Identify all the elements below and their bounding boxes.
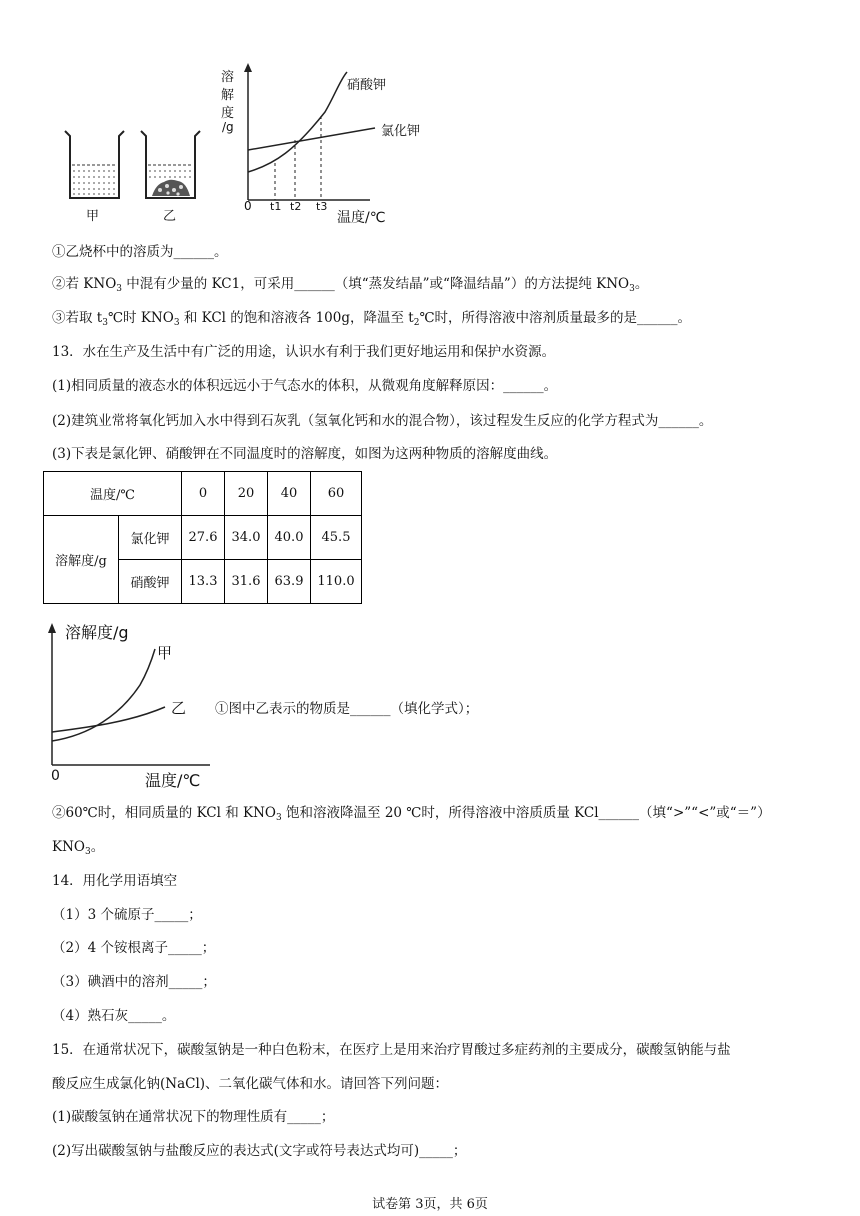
chart1-xlabel: 温度/℃ (337, 210, 386, 226)
q12-sub2-subscript: 3 (116, 284, 122, 294)
q12-sub2 (52, 275, 648, 298)
q12-sub3-text-c: 和 KCl 的饱和溶液各 100g，降温至 t (179, 310, 414, 326)
solubility-table (43, 471, 362, 604)
q15-part2: (2)写出碳酸氢钠与盐酸反应的表达式(文字或符号表达式均可)_____； (52, 1143, 467, 1159)
chart1-ylabel-4: /g (222, 120, 234, 134)
table-header-temp: 20 (225, 472, 268, 516)
beaker-label-yi: 乙 (163, 209, 177, 224)
y-axis-arrow (48, 623, 56, 633)
chart1-ylabel-1: 溶 (221, 70, 235, 85)
q12-sub3-text-a: ③若取 t (52, 310, 103, 326)
table-cell: 34.0 (225, 516, 268, 560)
table-cell: 40.0 (268, 516, 311, 560)
chart2-series-label-yi: 乙 (171, 699, 187, 717)
table-cell: 13.3 (182, 560, 225, 604)
q13-sub2-text-a: ②60℃时，相同质量的 KCl 和 KNO (52, 805, 276, 821)
q13-sub2-text-d: 。 (90, 839, 105, 855)
q13-sub1: ①图中乙表示的物质是______（填化学式）； (215, 701, 479, 717)
q13-sub2 (52, 804, 771, 827)
chart2-series-label-jia: 甲 (157, 644, 173, 662)
chart1-series-label-kcl: 氯化钾 (381, 124, 421, 139)
table-row (44, 516, 362, 560)
q12-sub2-text-b: 中混有少量的 KC1，可采用______（填“蒸发结晶”或“降温结晶”）的方法提纯 KNO (122, 276, 630, 292)
chart1-tick-t1: t1 (270, 200, 282, 213)
q12-sub3-subscript-2: 3 (173, 318, 180, 328)
table-header-temp: 60 (311, 472, 362, 516)
q15-title-line1: 15．在通常状况下，碳酸氢钠是一种白色粉末，在医疗上是用来治疗胃酸过多症药剂的主要成分，碳酸氢钠能与盐 (52, 1042, 731, 1058)
table-cell: 31.6 (225, 560, 268, 604)
q14-item: （3）碘酒中的溶剂_____； (52, 974, 216, 990)
q13-part3: (3)下表是氯化钾、硝酸钾在不同温度时的溶解度，如图为这两种物质的溶解度曲线。 (52, 446, 558, 462)
chart2-xlabel: 温度/℃ (145, 771, 201, 790)
q12-sub3-text-d: ℃时，所得溶液中溶剂质量最多的是______。 (419, 310, 692, 326)
chart1-ylabel-3: 度 (221, 106, 235, 121)
table-row-group: 溶解度/g (44, 516, 119, 604)
q14-title: 14．用化学用语填空 (52, 873, 178, 889)
q13-part1: (1)相同质量的液态水的体积远远小于气态水的体积，从微观角度解释原因：______。 (52, 378, 558, 394)
chart1-ylabel-2: 解 (221, 88, 235, 103)
table-row (44, 472, 362, 516)
table-cell: 110.0 (311, 560, 362, 604)
table-header-label: 温度/℃ (44, 472, 182, 516)
y-axis-arrow (244, 63, 252, 72)
series-jia-curve (52, 649, 155, 741)
q12-sub2-subscript-2: 3 (629, 284, 635, 294)
table-cell: 45.5 (311, 516, 362, 560)
q12-sub3-subscript: 3 (102, 318, 108, 328)
q13-title: 13．水在生产及生活中有广泛的用途，认识水有利于我们更好地运用和保护水资源。 (52, 344, 556, 360)
q12-sub1: ①乙烧杯中的溶质为______。 (52, 244, 228, 260)
chart1-origin: 0 (244, 199, 252, 213)
q12-sub3-text-b: ℃时 KNO (107, 310, 174, 326)
beaker-label-jia: 甲 (86, 209, 100, 224)
q12-sub2-text-c: 。 (634, 276, 649, 292)
beaker-figure (60, 128, 210, 228)
table-row-name: 硝酸钾 (119, 560, 182, 604)
table-cell: 27.6 (182, 516, 225, 560)
q15-title-line2: 酸反应生成氯化钠(NaCl)、二氧化碳气体和水。请回答下列问题： (52, 1076, 449, 1092)
table-row-name: 氯化钾 (119, 516, 182, 560)
q13-part2: (2)建筑业常将氧化钙加入水中得到石灰乳（氢氧化钙和水的混合物），该过程发生反应的化学方程式为______。 (52, 413, 713, 429)
q13-sub2-text-b: 饱和溶液降温至 20 ℃时，所得溶液中溶质质量 KCl______（填“>”“<”或“＝”） (281, 805, 771, 821)
table-cell: 63.9 (268, 560, 311, 604)
series-kcl-curve (248, 128, 375, 150)
table-header-temp: 0 (182, 472, 225, 516)
chart1-series-label-kno3: 硝酸钾 (347, 78, 387, 93)
q13-sub2-cont (52, 838, 104, 861)
q14-item: （1）3 个硫原子_____； (52, 907, 202, 923)
chart2-origin: 0 (51, 768, 60, 784)
beaker-drawing (60, 128, 210, 228)
beaker-yi (141, 131, 200, 198)
chart1-tick-t3: t3 (316, 200, 328, 213)
chart1-tick-t2: t2 (290, 200, 302, 213)
chart2-ylabel: 溶解度/g (65, 623, 129, 642)
q12-sub3-subscript-3: 2 (413, 318, 420, 328)
series-kno3-curve (248, 72, 347, 172)
page-footer: 试卷第 3页，共 6页 (372, 1197, 488, 1212)
q12-sub3 (52, 309, 691, 332)
table-header-temp: 40 (268, 472, 311, 516)
q14-item: （4）熟石灰_____。 (52, 1008, 176, 1024)
beaker-jia (65, 131, 124, 198)
q14-item: （2）4 个铵根离子_____； (52, 940, 216, 956)
q13-sub2-subscript-2: 3 (84, 847, 91, 857)
series-yi-curve (52, 707, 165, 732)
q15-part1: (1)碳酸氢钠在通常状况下的物理性质有_____； (52, 1109, 335, 1125)
q13-sub2-text-c: KNO (52, 839, 85, 855)
q13-sub2-subscript: 3 (276, 813, 282, 823)
q12-sub2-text-a: ②若 KNO (52, 276, 117, 292)
